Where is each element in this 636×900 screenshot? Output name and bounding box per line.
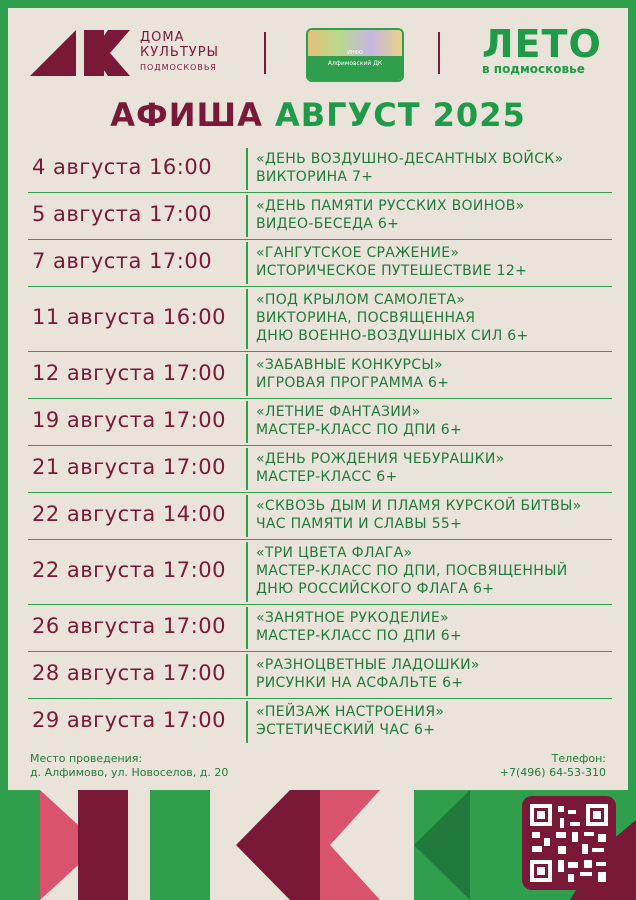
event-description <box>256 544 612 598</box>
row-divider <box>246 607 248 649</box>
event-line: «ДЕНЬ РОЖДЕНИЯ ЧЕБУРАШКИ» <box>256 451 505 467</box>
schedule-row <box>28 193 612 240</box>
poster-title <box>0 96 636 134</box>
event-line: ИСТОРИЧЕСКОЕ ПУТЕШЕСТВИЕ 12+ <box>256 263 528 279</box>
event-description <box>256 150 612 186</box>
row-divider <box>246 654 248 696</box>
venue-info <box>30 752 228 780</box>
row-divider <box>246 448 248 490</box>
event-line: «ЗАБАВНЫЕ КОНКУРСЫ» <box>256 357 443 373</box>
event-description <box>256 609 612 645</box>
schedule-row <box>28 540 612 605</box>
row-divider <box>246 401 248 443</box>
summer-title: ЛЕТО <box>482 22 602 66</box>
event-schedule <box>28 146 612 745</box>
event-line: ВИДЕО-БЕСЕДА 6+ <box>256 216 400 232</box>
event-line: ЭСТЕТИЧЕСКИЙ ЧАС 6+ <box>256 722 436 738</box>
event-date: 22 августа 14:00 <box>32 502 226 526</box>
schedule-row <box>28 240 612 287</box>
event-description <box>256 403 612 439</box>
row-divider <box>246 242 248 284</box>
row-divider <box>246 542 248 602</box>
brand-wordmark <box>140 30 219 72</box>
event-line: МАСТЕР-КЛАСС ПО ДПИ, ПОСВЯЩЕННЫЙ <box>256 563 568 579</box>
row-divider <box>246 701 248 743</box>
event-line: «ТРИ ЦВЕТА ФЛАГА» <box>256 545 413 561</box>
event-date: 29 августа 17:00 <box>32 708 226 732</box>
brand-line3: ПОДМОСКОВЬЯ <box>140 63 217 72</box>
event-date: 26 августа 17:00 <box>32 614 226 638</box>
event-date: 7 августа 17:00 <box>32 249 213 273</box>
row-divider <box>246 495 248 537</box>
schedule-row <box>28 493 612 540</box>
event-line: «ЗАНЯТНОЕ РУКОДЕЛИЕ» <box>256 610 449 626</box>
center-logo <box>306 28 404 82</box>
event-description <box>256 656 612 692</box>
event-description <box>256 291 612 345</box>
qr-code-pattern <box>528 802 610 884</box>
summer-logo <box>482 24 602 76</box>
event-line: ВИКТОРИНА 7+ <box>256 169 374 185</box>
event-description <box>256 356 612 392</box>
event-line: ЧАС ПАМЯТИ И СЛАВЫ 55+ <box>256 516 463 532</box>
event-line: МАСТЕР-КЛАСС ПО ДПИ 6+ <box>256 628 462 644</box>
event-description <box>256 450 612 486</box>
event-line: МАСТЕР-КЛАСС 6+ <box>256 469 398 485</box>
event-date: 11 августа 16:00 <box>32 305 226 329</box>
event-line: МАСТЕР-КЛАСС ПО ДПИ 6+ <box>256 422 462 438</box>
schedule-row <box>28 446 612 493</box>
brand-line2: КУЛЬТУРЫ <box>140 45 220 60</box>
event-line: «РАЗНОЦВЕТНЫЕ ЛАДОШКИ» <box>256 657 480 673</box>
schedule-row <box>28 352 612 399</box>
brand-line1: ДОМА <box>140 30 185 45</box>
schedule-row <box>28 652 612 699</box>
event-line: «ПЕЙЗАЖ НАСТРОЕНИЯ» <box>256 704 445 720</box>
event-line: ДНЮ ВОЕННО-ВОЗДУШНЫХ СИЛ 6+ <box>256 328 529 344</box>
dk-k-logo-icon <box>30 30 130 76</box>
frame-top <box>0 0 636 8</box>
event-date: 19 августа 17:00 <box>32 408 226 432</box>
schedule-row <box>28 287 612 352</box>
event-description <box>256 244 612 280</box>
venue-label: Место проведения: <box>30 752 143 765</box>
header-divider-left <box>264 32 266 74</box>
qr-code-icon[interactable] <box>522 796 616 890</box>
phone-info <box>500 752 606 780</box>
title-part2: АВГУСТ 2025 <box>274 96 526 134</box>
event-date: 4 августа 16:00 <box>32 155 213 179</box>
event-line: «ДЕНЬ ВОЗДУШНО-ДЕСАНТНЫХ ВОЙСК» <box>256 151 564 167</box>
event-line: ВИКТОРИНА, ПОСВЯЩЕННАЯ <box>256 310 476 326</box>
summer-subtitle: в подмосковье <box>482 62 585 76</box>
header-divider-right <box>438 32 440 74</box>
event-description <box>256 497 612 533</box>
event-line: «ГАНГУТСКОЕ СРАЖЕНИЕ» <box>256 245 460 261</box>
event-line: «ПОД КРЫЛОМ САМОЛЕТА» <box>256 292 466 308</box>
schedule-row <box>28 399 612 446</box>
schedule-row <box>28 605 612 652</box>
event-date: 21 августа 17:00 <box>32 455 226 479</box>
schedule-row <box>28 699 612 745</box>
row-divider <box>246 148 248 190</box>
event-description <box>256 197 612 233</box>
center-logo-small-text: ИНФО <box>347 50 363 56</box>
venue-address: д. Алфимово, ул. Новоселов, д. 20 <box>30 766 229 779</box>
title-part1: АФИША <box>110 96 263 134</box>
event-line: ДНЮ РОССИЙСКОГО ФЛАГА 6+ <box>256 581 495 597</box>
event-date: 28 августа 17:00 <box>32 661 226 685</box>
row-divider <box>246 195 248 237</box>
event-line: ИГРОВАЯ ПРОГРАММА 6+ <box>256 375 450 391</box>
event-date: 5 августа 17:00 <box>32 202 213 226</box>
center-logo-text: Алфимовский ДК <box>327 60 383 67</box>
event-line: «СКВОЗЬ ДЫМ И ПЛАМЯ КУРСКОЙ БИТВЫ» <box>256 498 582 514</box>
phone-number: +7(496) 64-53-310 <box>499 766 606 779</box>
event-line: РИСУНКИ НА АСФАЛЬТЕ 6+ <box>256 675 464 691</box>
event-line: «ДЕНЬ ПАМЯТИ РУССКИХ ВОИНОВ» <box>256 198 525 214</box>
row-divider <box>246 289 248 349</box>
row-divider <box>246 354 248 396</box>
event-description <box>256 703 612 739</box>
phone-label: Телефон: <box>551 752 606 765</box>
event-date: 22 августа 17:00 <box>32 558 226 582</box>
event-line: «ЛЕТНИЕ ФАНТАЗИИ» <box>256 404 421 420</box>
schedule-row <box>28 146 612 193</box>
event-date: 12 августа 17:00 <box>32 361 226 385</box>
